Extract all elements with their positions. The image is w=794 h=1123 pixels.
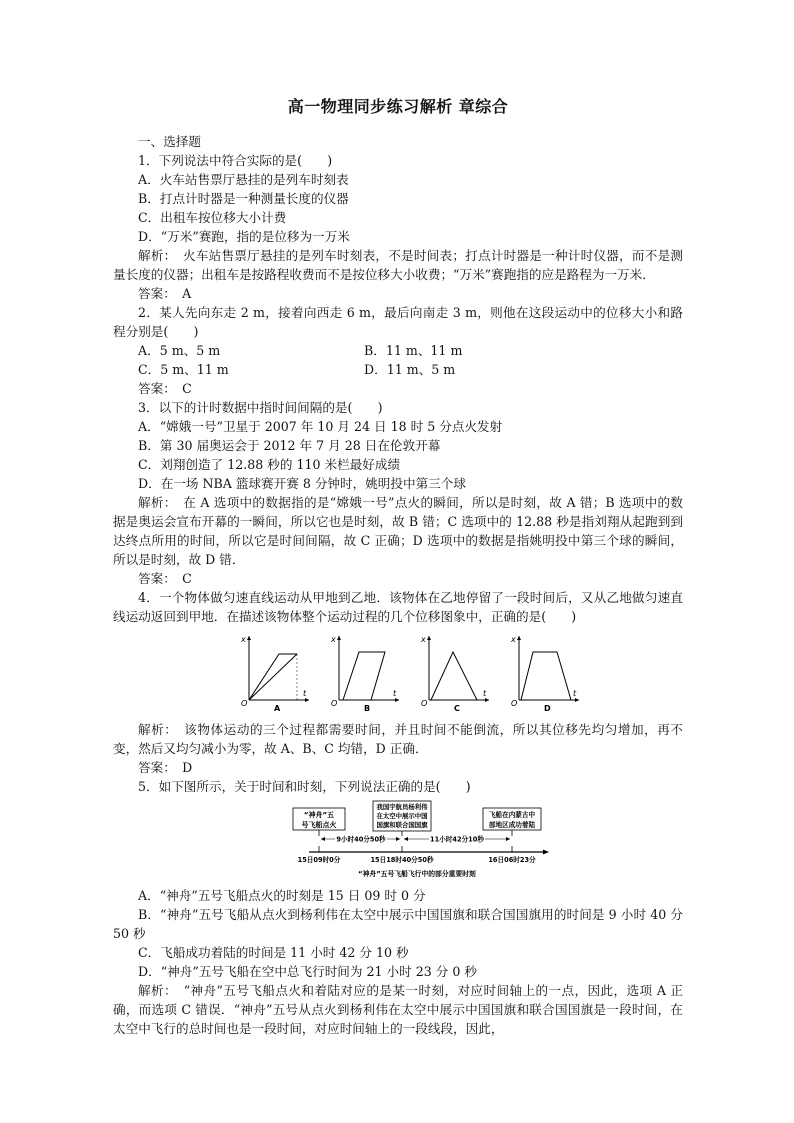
q4-graph-a-xaxis: t	[303, 689, 307, 698]
q1-option-b: B．打点计时器是一种测量长度的仪器	[138, 191, 349, 206]
page-title: 高一物理同步练习解析 章综合	[287, 97, 509, 116]
q3-option-a: A．“嫦娥一号”卫星于 2007 年 10 月 24 日 18 时 5 分点火发射	[138, 419, 503, 434]
q5-box1-line1: “神舟”五	[303, 811, 335, 819]
q5-option-a: A．“神舟”五号飞船点火的时刻是 15 日 09 时 0 分	[138, 888, 426, 903]
q4-graph-d-label: D	[544, 704, 551, 713]
q5-solution: 解析： “神舟”五号飞船点火和着陆对应的是某一时刻，对应时间轴上的一点，因此，选项 A 正确，而选项 C 错误．“神舟”五号从点火到杨利伟在太空中展示中国国旗和联合国国旗是一段时间，在太空中飞行的总时间也是一段时间，对应时间轴上的一段线段，因此，	[113, 983, 683, 1036]
q5-time-3: 16日06时23分	[488, 856, 536, 864]
q5-timeline-svg	[287, 800, 567, 882]
q4-graph-d-yaxis: x	[511, 635, 516, 644]
q4-graph-d-xaxis: t	[573, 689, 577, 698]
q2-options-row-2	[113, 360, 683, 379]
q1-stem: 1．下列说法中符合实际的是( )	[138, 153, 333, 168]
q3-option-c: C．刘翔创造了 12.88 秒的 110 米栏最好成绩	[138, 457, 401, 472]
q5-time-2: 15日18时40分50秒	[370, 856, 434, 864]
q4-graph-b	[329, 630, 403, 714]
q4-graph-c-xaxis: t	[483, 689, 487, 698]
q5-option-c: C．飞船成功着陆的时间是 11 小时 42 分 10 秒	[138, 945, 409, 960]
q2-stem: 2．某人先向东走 2 m，接着向西走 6 m，最后向南走 3 m，则他在这段运动中的位移大小和路程分别是( )	[113, 305, 683, 339]
q1-solution: 解析： 火车站售票厅悬挂的是列车时刻表，不是时间表；打点计时器是一种计时仪器，而不是测量长度的仪器；出租车是按路程收费而不是按位移大小收费；“万米”赛跑指的应是路程为一万米．	[113, 248, 683, 282]
section-heading: 一、选择题	[138, 134, 201, 149]
q4-graph-a-yaxis: x	[241, 635, 246, 644]
q2-option-b: B．11 m、11 m	[364, 343, 463, 358]
q5-timeline-figure	[287, 800, 567, 882]
q4-graph-d	[509, 630, 583, 714]
q4-stem: 4．一个物体做匀速直线运动从甲地到乙地．该物体在乙地停留了一段时间后，又从乙地做匀速直线运动返回到甲地．在描述该物体整个运动过程的几个位移图象中，正确的是( )	[113, 590, 683, 624]
q4-graph-b-origin: O	[331, 699, 338, 708]
q3-option-b: B．第 30 届奥运会于 2012 年 7 月 28 日在伦敦开幕	[138, 438, 441, 453]
q2-option-a: A．5 m、5 m	[138, 343, 221, 358]
q1-answer: 答案： A	[138, 286, 192, 301]
q2-options-row-1	[113, 341, 683, 360]
q4-graph-c-yaxis: x	[421, 635, 426, 644]
q4-graphs	[239, 630, 683, 714]
q5-time-1: 15日09时0分	[297, 856, 341, 864]
q4-graph-d-origin: O	[511, 699, 518, 708]
q5-option-b: B．“神舟”五号飞船从点火到杨利伟在太空中展示中国国旗和联合国国旗用的时间是 9 小时 40 分 50 秒	[113, 907, 683, 941]
q3-answer: 答案： C	[138, 571, 192, 586]
q5-box3-line1: 飞船在内蒙古中	[488, 811, 536, 819]
q2-option-d: D．11 m、5 m	[364, 362, 456, 377]
q4-graph-b-yaxis: x	[331, 635, 336, 644]
q4-answer: 答案： D	[138, 760, 193, 775]
q5-figure-caption: “神舟”五号飞船飞行中的部分重要时刻	[358, 870, 476, 878]
q4-graph-a-origin: O	[241, 699, 248, 708]
q4-graph-c-origin: O	[421, 699, 428, 708]
q5-box2-line2: 在太空中展示中国	[376, 812, 428, 820]
q4-graph-a	[239, 630, 313, 714]
q5-interval-2: 11小时42分10秒	[430, 835, 484, 844]
q4-solution: 解析： 该物体运动的三个过程都需要时间，并且时间不能倒流，所以其位移先均匀增加，再不变，然后又均匀减小为零，故 A、B、C 均错，D 正确．	[113, 722, 683, 756]
document-page	[113, 96, 683, 1038]
q3-solution: 解析： 在 A 选项中的数据指的是“嫦娥一号”点火的瞬间，所以是时刻，故 A 错；B 选项中的数据是奥运会宣布开幕的一瞬间，所以它也是时刻，故 B 错；C 选项中的 12.88 秒是指刘翔从起跑到到达终点所用的时间，所以它是时间间隔，故 C 正确；D 选项中的数据是指姚明投中第三个球的瞬间，所以是时刻，故 D 错．	[113, 495, 683, 567]
q5-box2-line1: 我国宇航员杨利伟	[376, 803, 428, 811]
q4-graph-c	[419, 630, 493, 714]
q4-graph-c-label: C	[454, 704, 460, 713]
q1-option-a: A．火车站售票厅悬挂的是列车时刻表	[138, 172, 349, 187]
q5-box3-line2: 部地区成功着陆	[488, 821, 536, 829]
q5-option-d: D．“神舟”五号飞船在空中总飞行时间为 21 小时 23 分 0 秒	[138, 964, 477, 979]
q5-interval-1: 9小时40分50秒	[336, 835, 386, 844]
q4-graph-b-xaxis: t	[393, 689, 397, 698]
q4-graph-b-label: B	[364, 704, 371, 713]
q3-stem: 3．以下的计时数据中指时间间隔的是( )	[138, 400, 383, 415]
q5-stem: 5．如下图所示，关于时间和时刻，下列说法正确的是( )	[138, 779, 471, 794]
q1-option-c: C．出租车按位移大小计费	[138, 210, 287, 225]
q4-graph-a-label: A	[274, 704, 281, 713]
q3-option-d: D．在一场 NBA 篮球赛开赛 8 分钟时，姚明投中第三个球	[138, 476, 466, 491]
q2-option-c: C．5 m、11 m	[138, 362, 229, 377]
q2-answer: 答案： C	[138, 381, 192, 396]
q5-box2-line3: 国旗和联合国国旗	[376, 821, 428, 829]
q1-option-d: D．“万米”赛跑，指的是位移为一万米	[138, 229, 350, 244]
q5-box1-line2: 号飞船点火	[301, 821, 337, 829]
